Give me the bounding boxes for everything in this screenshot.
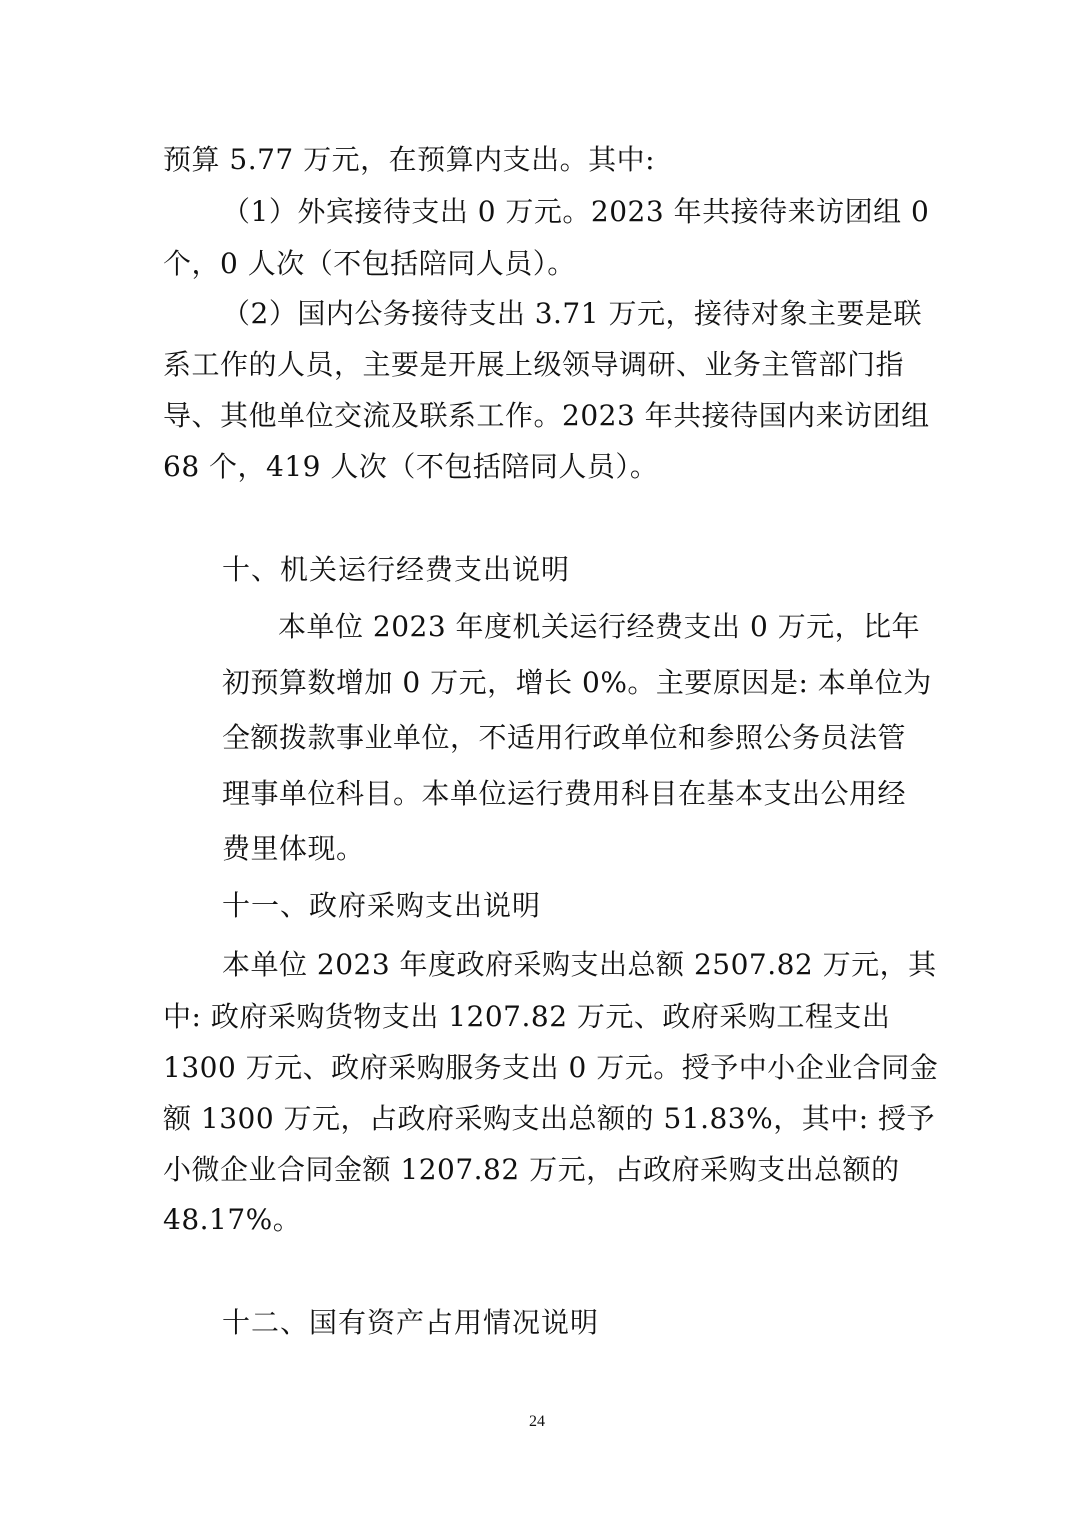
section9-line-6: 导、其他单位交流及联系工作。2023 年共接待国内来访团组 [163,399,930,432]
section10-heading: 十、机关运行经费支出说明 [222,553,571,586]
page-number: 24 [529,1413,545,1430]
section10-line-1: 本单位 2023 年度机关运行经费支出 0 万元，比年 [278,610,921,643]
section10-line-2: 初预算数增加 0 万元，增长 0%。主要原因是: 本单位为 [222,666,932,699]
section11-line-1: 本单位 2023 年度政府采购支出总额 2507.82 万元，其 [222,948,937,981]
section9-line-7: 68 个，419 人次（不包括陪同人员）。 [163,450,659,483]
section11-line-6: 48.17%。 [163,1203,302,1236]
section11-line-5: 小微企业合同金额 1207.82 万元，占政府采购支出总额的 [163,1153,900,1186]
section9-line-1: 预算 5.77 万元，在预算内支出。其中: [163,143,656,176]
section11-line-4: 额 1300 万元，占政府采购支出总额的 51.83%，其中: 授予 [163,1102,936,1135]
section10-line-3: 全额拨款事业单位，不适用行政单位和参照公务员法管 [222,721,907,754]
section11-line-3: 1300 万元、政府采购服务支出 0 万元。授予中小企业合同金 [163,1051,939,1084]
section10-line-4: 理事单位科目。本单位运行费用科目在基本支出公用经 [222,777,907,810]
section11-line-2: 中: 政府采购货物支出 1207.82 万元、政府采购工程支出 [163,1000,891,1033]
section9-line-4: （2）国内公务接待支出 3.71 万元，接待对象主要是联 [222,297,922,330]
section9-line-3: 个，0 人次（不包括陪同人员）。 [163,247,576,280]
section10-line-5: 费里体现。 [222,832,365,865]
section9-line-2: （1）外宾接待支出 0 万元。2023 年共接待来访团组 0 [222,195,930,228]
section12-heading: 十二、国有资产占用情况说明 [222,1306,600,1339]
section9-line-5: 系工作的人员，主要是开展上级领导调研、业务主管部门指 [163,348,905,381]
section11-heading: 十一、政府采购支出说明 [222,889,542,922]
